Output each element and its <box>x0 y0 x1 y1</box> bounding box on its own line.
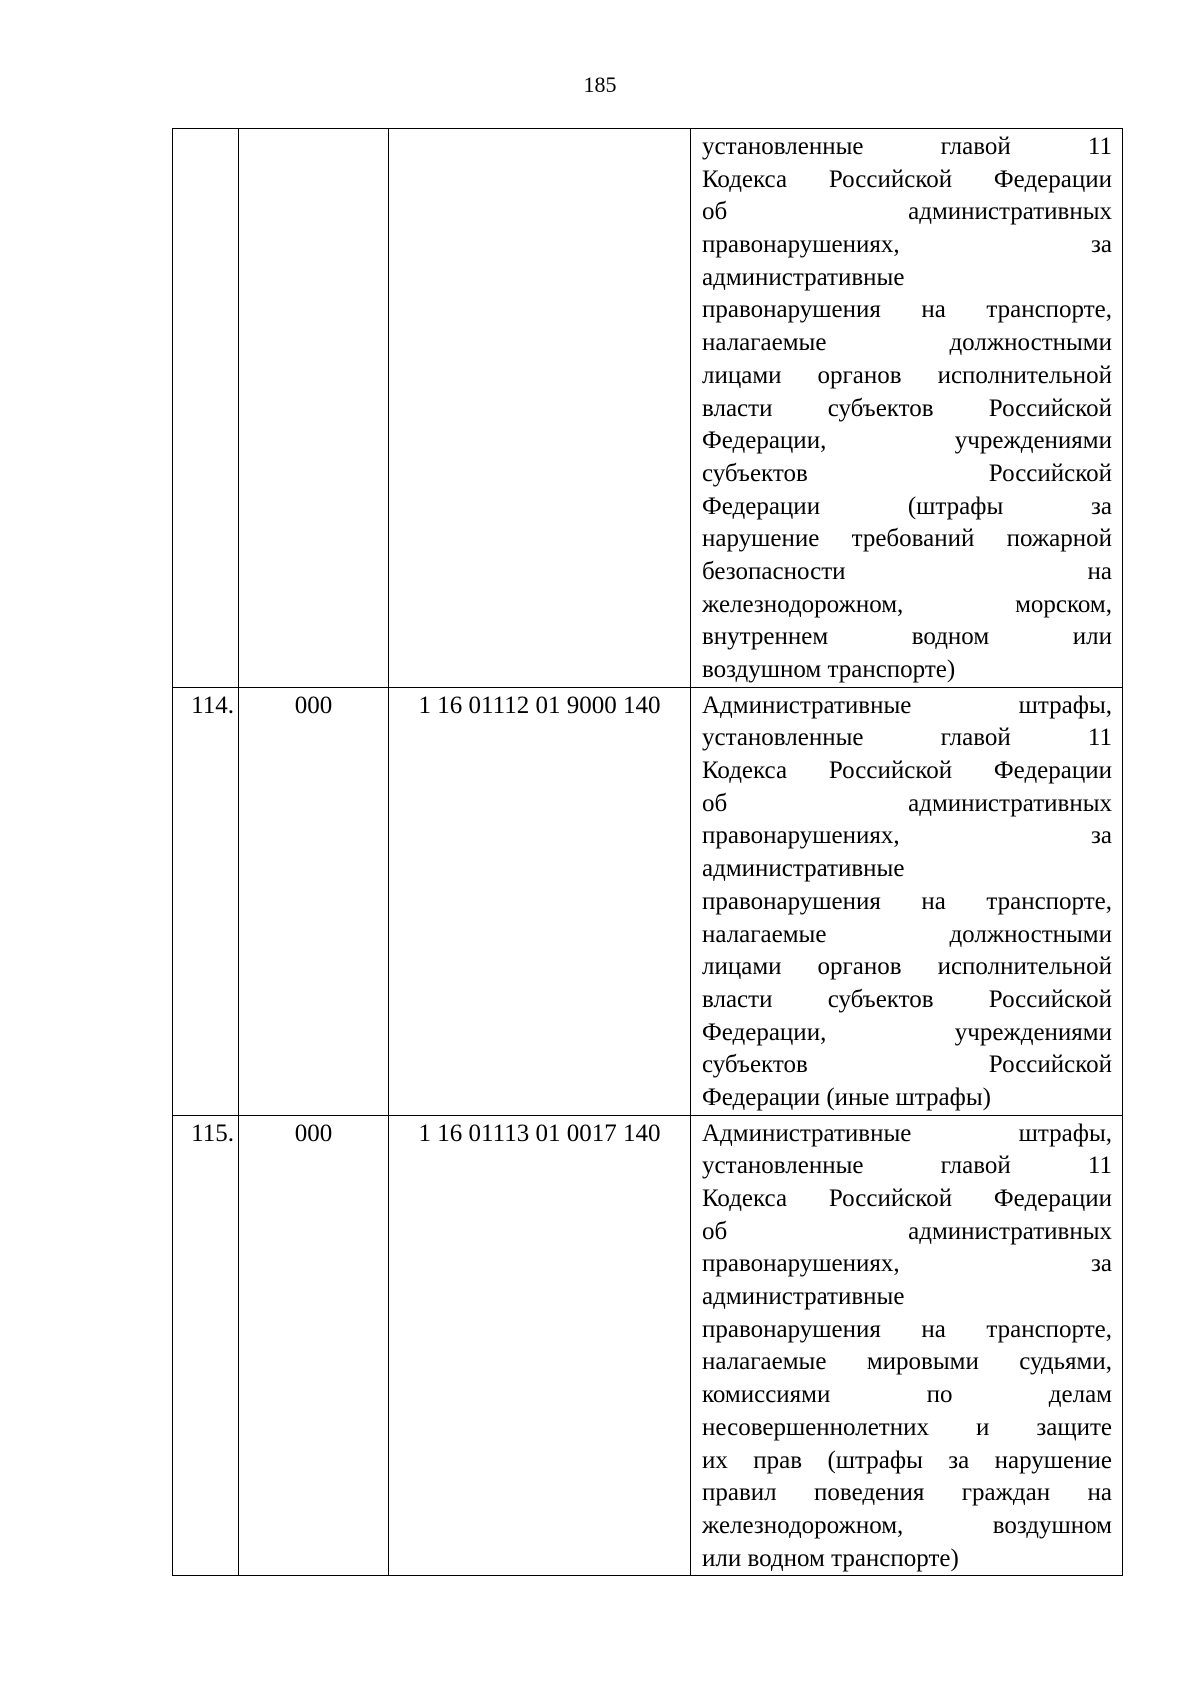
description-line: несовершеннолетних и защите <box>702 1413 1112 1441</box>
description-line: административные <box>702 263 905 291</box>
description-line: правонарушения на транспорте, <box>702 1315 1112 1343</box>
table-row <box>173 1115 1123 1576</box>
description-line: налагаемые мировыми судьями, <box>702 1348 1112 1376</box>
row-number-cell: 114. <box>173 687 239 1115</box>
description-line: Административные штрафы, <box>702 691 1112 719</box>
description-line: субъектов Российской <box>702 1051 1112 1079</box>
row-number-cell <box>173 129 239 688</box>
table-row <box>173 129 1123 688</box>
description-line: Кодекса Российской Федерации <box>702 1185 1112 1212</box>
description-line: воздушном транспорте) <box>702 656 956 683</box>
description-line: установленные главой 11 <box>702 724 1112 752</box>
description-line: установленные главой 11 <box>702 133 1112 160</box>
description-line: Административные штрафы, <box>702 1119 1112 1147</box>
table-row <box>173 687 1123 1115</box>
table-body <box>173 129 1123 1576</box>
kbk-code-cell: 1 16 01112 01 9000 140 <box>389 687 691 1115</box>
description-line: правонарушениях, за <box>702 822 1112 850</box>
description-cell <box>691 687 1123 1115</box>
description-line: власти субъектов Российской <box>702 394 1112 422</box>
description-line: комиссиями по делам <box>702 1381 1112 1409</box>
description-line: железнодорожном, морском, <box>702 590 1112 618</box>
description-line: власти субъектов Российской <box>702 985 1112 1013</box>
description-line: или водном транспорте) <box>702 1544 959 1572</box>
row-number-cell: 115. <box>173 1115 239 1576</box>
description-line: об административных <box>702 198 1112 226</box>
description-line: железнодорожном, воздушном <box>702 1511 1112 1539</box>
description-line: установленные главой 11 <box>702 1152 1112 1180</box>
kbk-code-cell <box>389 129 691 688</box>
admin-code-cell: 000 <box>239 687 389 1115</box>
admin-code-cell <box>239 129 389 688</box>
description-cell <box>691 129 1123 688</box>
description-line: налагаемые должностными <box>702 920 1112 948</box>
description-line: Федерации (иные штрафы) <box>702 1083 991 1111</box>
kbk-table <box>172 128 1123 1576</box>
description-line: Федерации (штрафы за <box>702 492 1112 520</box>
description-line: административные <box>702 1283 905 1311</box>
description-line: об административных <box>702 789 1112 817</box>
description-line: правонарушениях, за <box>702 231 1112 259</box>
description-line: нарушение требований пожарной <box>702 525 1112 553</box>
description-line: об административных <box>702 1217 1112 1245</box>
description-line: Кодекса Российской Федерации <box>702 757 1112 785</box>
description-line: Федерации, учреждениями <box>702 1018 1112 1046</box>
description-line: правил поведения граждан на <box>702 1479 1112 1507</box>
description-line: их прав (штрафы за нарушение <box>702 1446 1112 1474</box>
description-line: лицами органов исполнительной <box>702 953 1112 981</box>
admin-code-cell: 000 <box>239 1115 389 1576</box>
description-line: административные <box>702 855 905 883</box>
kbk-code-cell: 1 16 01113 01 0017 140 <box>389 1115 691 1576</box>
description-line: безопасности на <box>702 557 1112 585</box>
description-line: правонарушения на транспорте, <box>702 887 1112 915</box>
description-line: налагаемые должностными <box>702 329 1112 357</box>
description-line: Кодекса Российской Федерации <box>702 165 1112 193</box>
page-number: 185 <box>583 72 617 97</box>
description-line: субъектов Российской <box>702 459 1112 487</box>
description-line: Федерации, учреждениями <box>702 427 1112 455</box>
description-cell <box>691 1115 1123 1576</box>
description-line: внутреннем водном или <box>702 623 1112 651</box>
description-line: лицами органов исполнительной <box>702 361 1112 389</box>
description-line: правонарушениях, за <box>702 1250 1112 1278</box>
description-line: правонарушения на транспорте, <box>702 296 1112 324</box>
